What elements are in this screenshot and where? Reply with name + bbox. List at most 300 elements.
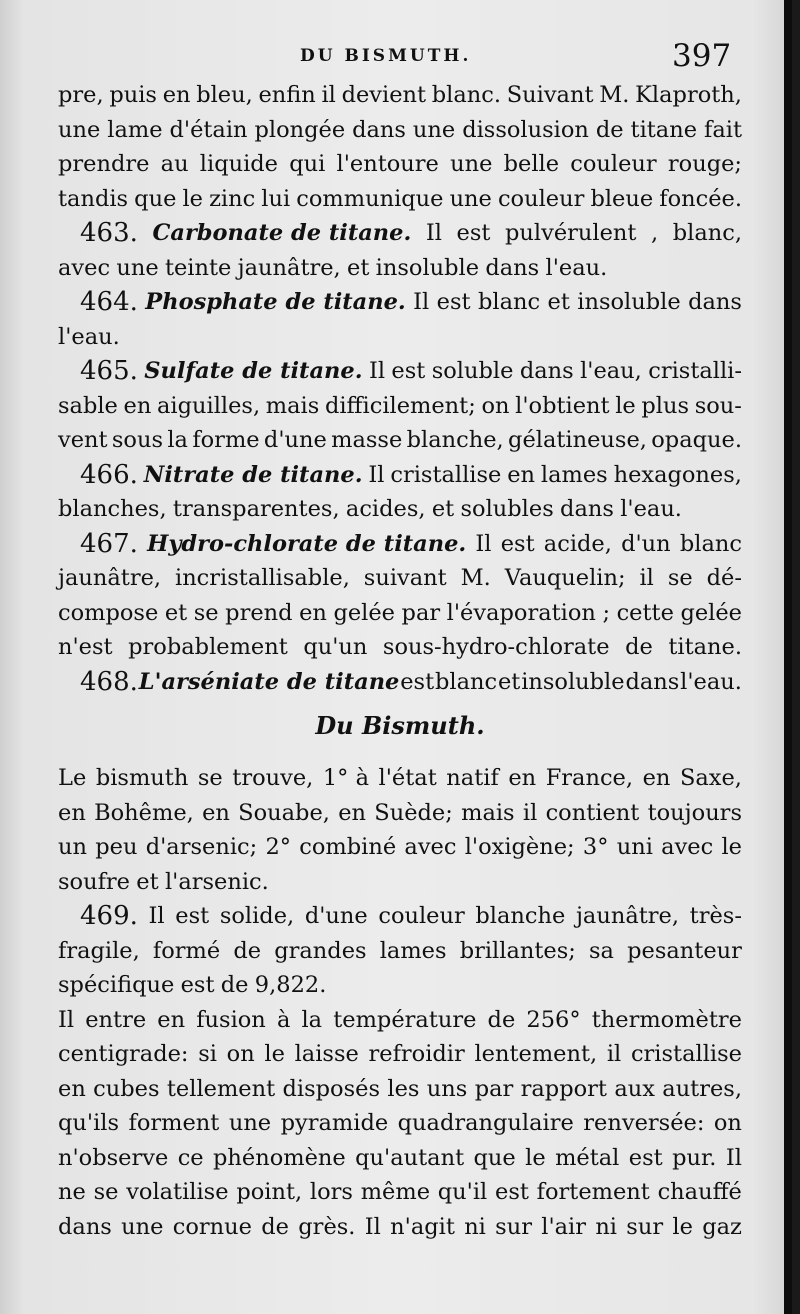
word: uni: [616, 834, 653, 860]
page-number: 397: [672, 38, 732, 74]
word: blanches,: [58, 496, 167, 522]
word: ne: [58, 1179, 86, 1205]
word: et: [136, 868, 159, 895]
word: se: [193, 599, 219, 626]
word: prend: [225, 599, 293, 626]
word: une: [58, 116, 101, 143]
word: incristallisable,: [175, 565, 350, 591]
word: foncée.: [659, 185, 742, 212]
word: sur: [495, 1213, 532, 1240]
word: se: [93, 1179, 119, 1205]
text-line: [58, 865, 742, 900]
word: en: [58, 1075, 86, 1102]
text-line: [58, 147, 742, 182]
entry-title: Phosphate de titane.: [145, 289, 406, 315]
word: avec: [661, 834, 714, 860]
word: pyramide: [280, 1110, 389, 1136]
word: de: [487, 1006, 516, 1033]
word: transparentes,: [172, 496, 340, 522]
word: au: [160, 151, 189, 177]
word: de: [220, 972, 249, 998]
word: ce: [177, 1144, 204, 1171]
word: Bohême,: [94, 799, 194, 826]
paragraph-number: 465.: [80, 356, 138, 386]
word: cette: [616, 599, 674, 626]
word: bismuth: [95, 765, 189, 791]
text-line: [58, 492, 742, 527]
word: est: [500, 530, 535, 557]
text-line: [58, 354, 742, 389]
word: opaque.: [651, 427, 742, 453]
word: blanc.: [431, 82, 502, 108]
word: est: [495, 1179, 529, 1205]
word: est: [456, 220, 491, 246]
word: tellement: [166, 1075, 276, 1102]
word: vent: [58, 427, 108, 453]
word: métal: [555, 1144, 620, 1171]
word: d'étain: [169, 116, 248, 143]
word: n'agit: [390, 1213, 455, 1240]
word: en: [123, 392, 152, 419]
word: Suivant: [506, 82, 594, 108]
word: volatilise: [126, 1179, 229, 1205]
text-line: [58, 251, 742, 286]
text-line: [58, 596, 742, 631]
word: insoluble: [375, 254, 480, 281]
entry-title: Hydro-chlorate de titane.: [147, 530, 467, 557]
word: l'état: [378, 765, 437, 791]
word: on: [226, 1041, 255, 1067]
word: Il: [368, 358, 386, 384]
text-line: [58, 182, 742, 217]
word: le: [615, 392, 636, 419]
word: l'obtient: [515, 392, 610, 419]
word: de: [595, 116, 624, 143]
word: et: [497, 668, 521, 695]
word: sous-hydro-chlorate: [382, 634, 610, 660]
word: devient: [341, 82, 427, 108]
word: la: [167, 427, 188, 453]
word: on: [481, 392, 510, 419]
text-line: [58, 830, 742, 865]
word: Vauquelin;: [504, 565, 626, 591]
word: en: [338, 799, 367, 826]
text-line: [58, 389, 742, 424]
word: Suède;: [374, 799, 453, 826]
word: communique: [296, 185, 444, 212]
word: très-: [689, 903, 742, 929]
entry-title: Carbonate de titane.: [152, 220, 412, 246]
word: ,: [651, 220, 659, 246]
word: le: [721, 834, 742, 860]
word: n'observe: [58, 1144, 169, 1171]
word: dans: [560, 496, 614, 522]
word: combiné: [299, 834, 397, 860]
paragraph-number: 464.: [80, 287, 138, 317]
word: rouge;: [667, 151, 742, 177]
word: et: [164, 599, 188, 626]
word: l'air: [541, 1213, 587, 1240]
word: dissolusion: [462, 116, 589, 143]
word: gelée: [680, 599, 742, 626]
word: est: [180, 972, 215, 998]
word: liquide: [199, 151, 278, 177]
text-line: [58, 561, 742, 596]
word: sur: [626, 1213, 664, 1240]
text-line: [58, 1210, 742, 1245]
word: Il: [364, 1213, 381, 1240]
word: sous: [111, 427, 164, 453]
text-line: [58, 1141, 742, 1176]
text-line: [58, 665, 742, 700]
paragraph-number: 469.: [80, 901, 138, 931]
text-line: [58, 216, 742, 251]
word: d'un: [621, 530, 671, 557]
word: la: [301, 1006, 323, 1033]
word: se: [197, 765, 223, 791]
word: pur.: [672, 1144, 717, 1171]
word: jaunâtre,: [575, 903, 680, 929]
word: soufre: [58, 868, 130, 895]
word: en: [507, 461, 536, 488]
word: fragile,: [58, 937, 140, 964]
word: dans: [688, 289, 742, 315]
word: Souabe,: [238, 799, 330, 826]
text-line: [58, 761, 742, 796]
word: teinte: [164, 254, 232, 281]
text-line: [58, 934, 742, 969]
word: France,: [545, 765, 634, 791]
word: acides,: [345, 496, 426, 522]
entry-title: Sulfate de titane.: [144, 358, 363, 384]
word: il: [639, 565, 654, 591]
word: cristallise: [630, 1041, 742, 1067]
word: uns: [426, 1075, 468, 1102]
paragraph-number: 468.: [80, 666, 138, 697]
word: chauffé: [657, 1179, 742, 1205]
word: jaunâtre,: [237, 254, 341, 281]
word: compose: [58, 599, 159, 626]
word: les: [387, 1075, 420, 1102]
word: et: [431, 496, 455, 522]
word: pulvérulent: [505, 220, 637, 246]
word: en: [642, 765, 671, 791]
word: l'eau.: [545, 254, 608, 281]
paragraph-number: 463.: [80, 218, 138, 248]
entry-title: L'arséniate de titane: [138, 668, 400, 695]
word: dans: [352, 116, 406, 143]
word: centigrade:: [58, 1041, 189, 1067]
word: et: [347, 254, 370, 281]
word: puis: [109, 82, 157, 108]
word: jaunâtre,: [58, 565, 162, 591]
word: qui: [289, 151, 326, 177]
text-line: [58, 968, 742, 1003]
word: blanc: [435, 668, 498, 695]
word: bleue: [590, 185, 654, 212]
word: une: [116, 254, 159, 281]
word: blanc: [477, 289, 541, 315]
word: avec: [58, 254, 111, 281]
word: d'arsenic;: [145, 834, 258, 860]
word: blanche,: [406, 427, 504, 453]
word: qu'un: [303, 634, 368, 660]
word: blanche: [475, 903, 566, 929]
word: Il: [58, 1006, 75, 1033]
word: plus: [641, 392, 690, 419]
text-line: [58, 423, 742, 458]
word: 3°: [582, 834, 609, 860]
word: sou-: [694, 392, 742, 419]
word: est: [175, 903, 210, 929]
word: probablement: [128, 634, 288, 660]
word: difficilement;: [324, 392, 476, 419]
word: lui: [261, 185, 291, 212]
word: fortement: [536, 1179, 650, 1205]
word: sable: [58, 392, 118, 419]
word: température: [333, 1006, 477, 1033]
word: le: [672, 1213, 693, 1240]
word: gélatineuse,: [508, 427, 647, 453]
word: suivant: [363, 565, 447, 591]
word: couleur: [378, 903, 465, 929]
word: autres,: [662, 1075, 742, 1102]
word: M.: [599, 82, 630, 108]
word: prendre: [58, 151, 150, 177]
word: ;: [602, 599, 611, 626]
page-edge-shadow: [784, 0, 792, 1314]
word: entre: [85, 1006, 147, 1033]
word: lames: [379, 937, 447, 964]
word: Il: [475, 530, 492, 557]
word: qu'ils: [58, 1110, 120, 1136]
word: formé: [152, 937, 221, 964]
word: l'eau.: [620, 496, 682, 522]
word: titane.: [668, 634, 742, 660]
word: belle: [503, 151, 560, 177]
word: ni: [595, 1213, 617, 1240]
word: lame: [107, 116, 163, 143]
text-block: [58, 78, 742, 1244]
word: phénomène: [213, 1144, 346, 1171]
word: blanc: [679, 530, 742, 557]
word: brillantes;: [459, 937, 576, 964]
word: l'eau,: [580, 358, 642, 384]
word: peu: [95, 834, 138, 860]
word: et: [547, 289, 570, 315]
text-line: [58, 1175, 742, 1210]
word: est: [628, 1144, 663, 1171]
text-line: [58, 1072, 742, 1107]
text-line: [58, 899, 742, 934]
word: est: [391, 358, 426, 384]
word: d'une: [263, 427, 327, 453]
word: lors: [309, 1179, 353, 1205]
word: l'arsenic.: [164, 868, 269, 895]
word: l'évaporation: [446, 599, 596, 626]
word: de: [625, 634, 653, 660]
word: sa: [589, 937, 614, 964]
word: par: [474, 1075, 514, 1102]
word: se: [667, 565, 693, 591]
word: de: [261, 1213, 289, 1240]
word: soluble: [431, 358, 514, 384]
word: d'une: [304, 903, 368, 929]
word: cornue: [172, 1213, 252, 1240]
word: cristallise: [390, 461, 502, 488]
word: est: [436, 289, 471, 315]
word: en: [162, 82, 191, 108]
word: renversée:: [583, 1110, 705, 1136]
word: trouve,: [232, 765, 314, 791]
text-line: [58, 630, 742, 665]
word: dans: [58, 1213, 112, 1240]
word: aiguilles,: [157, 392, 261, 419]
text-line: [58, 285, 742, 320]
word: point,: [236, 1179, 303, 1205]
word: 256°: [526, 1006, 581, 1033]
word: solide,: [219, 903, 295, 929]
word: l'oxigène;: [464, 834, 575, 860]
word: lentement,: [474, 1041, 598, 1067]
word: forme: [192, 427, 260, 453]
word: aux: [614, 1075, 655, 1102]
word: solubles: [460, 496, 554, 522]
word: Il: [725, 1144, 742, 1171]
word: blanc,: [672, 220, 742, 246]
word: mais: [461, 799, 515, 826]
word: le: [525, 1144, 546, 1171]
text-line: [58, 113, 742, 148]
text-line: [58, 1037, 742, 1072]
word: tandis: [58, 185, 129, 212]
word: couleur: [570, 151, 657, 177]
page-header: [0, 36, 792, 76]
word: thermomètre: [591, 1006, 742, 1033]
word: enfin: [258, 82, 316, 108]
word: Il: [425, 220, 442, 246]
word: cubes: [93, 1075, 160, 1102]
word: si: [198, 1041, 217, 1067]
word: bleu,: [196, 82, 253, 108]
word: ni: [464, 1213, 486, 1240]
word: fusion: [196, 1006, 266, 1033]
word: titane: [630, 116, 698, 143]
word: l'entoure: [336, 151, 439, 177]
word: lames: [540, 461, 608, 488]
word: une: [121, 1213, 164, 1240]
word: un: [58, 834, 87, 860]
word: insoluble: [577, 289, 681, 315]
word: par: [401, 599, 441, 626]
word: forment: [128, 1110, 220, 1136]
word: dans: [625, 668, 680, 695]
word: même: [360, 1179, 431, 1205]
word: 2°: [265, 834, 292, 860]
word: laisse: [294, 1041, 359, 1067]
word: l'eau.: [680, 668, 742, 695]
paragraph-number: 467.: [80, 528, 138, 559]
word: en: [157, 1006, 186, 1033]
word: Klaproth,: [635, 82, 742, 108]
text-line: [58, 320, 742, 355]
word: 1° à: [322, 765, 369, 791]
word: pesanteur: [627, 937, 742, 964]
word: il: [606, 1041, 622, 1067]
paragraph-number: 466.: [80, 459, 138, 490]
word: une: [449, 185, 492, 212]
word: zinc: [209, 185, 256, 212]
section-title: Du Bismuth.: [315, 711, 485, 740]
word: en: [202, 799, 230, 826]
word: que: [134, 185, 177, 212]
text-line: [58, 527, 742, 562]
word: Il: [413, 289, 430, 315]
word: disposés: [282, 1075, 381, 1102]
word: Il: [148, 903, 165, 929]
word: le: [264, 1041, 285, 1067]
word: grandes: [274, 937, 367, 964]
word: gelée: [333, 599, 395, 626]
word: le: [182, 185, 203, 212]
word: grès.: [298, 1213, 356, 1240]
word: en: [508, 765, 537, 791]
text-line: [58, 1106, 742, 1141]
word: qu'il: [437, 1179, 488, 1205]
word: il: [522, 799, 538, 826]
word: refroidir: [368, 1041, 465, 1067]
word: qu'autant: [355, 1144, 465, 1171]
word: cristalli-: [648, 358, 742, 384]
word: avec: [404, 834, 457, 860]
word: dans: [519, 358, 574, 384]
word: fait: [704, 116, 742, 143]
word: il: [321, 82, 336, 108]
word: dans: [485, 254, 540, 281]
word: est: [400, 668, 435, 695]
word: pre,: [58, 82, 104, 108]
word: toujours: [647, 799, 742, 826]
word: que: [473, 1144, 516, 1171]
word: contient: [545, 799, 640, 826]
word: l'eau.: [58, 323, 120, 350]
word: M.: [460, 565, 491, 591]
text-line: [58, 458, 742, 493]
word: plongée: [254, 116, 346, 143]
word: n'est: [58, 634, 113, 660]
word: Saxe,: [679, 765, 742, 791]
word: en: [299, 599, 327, 626]
word: Le: [58, 765, 87, 791]
word: une: [450, 151, 493, 177]
word: une: [412, 116, 456, 143]
word: acide,: [543, 530, 612, 557]
word: quadrangulaire: [397, 1110, 574, 1136]
text-line: [58, 78, 742, 113]
word: natif: [446, 765, 499, 791]
word: couleur: [497, 185, 585, 212]
word: mais: [265, 392, 320, 419]
word: hexagones,: [613, 461, 742, 488]
word: masse: [331, 427, 403, 453]
entry-title: Nitrate de titane.: [143, 461, 363, 488]
word: de: [233, 937, 262, 964]
word: Il: [368, 461, 385, 488]
word: on: [713, 1110, 742, 1136]
running-head: DU BISMUTH.: [300, 46, 472, 66]
word: 9,822.: [254, 972, 327, 998]
word: une: [228, 1110, 272, 1136]
